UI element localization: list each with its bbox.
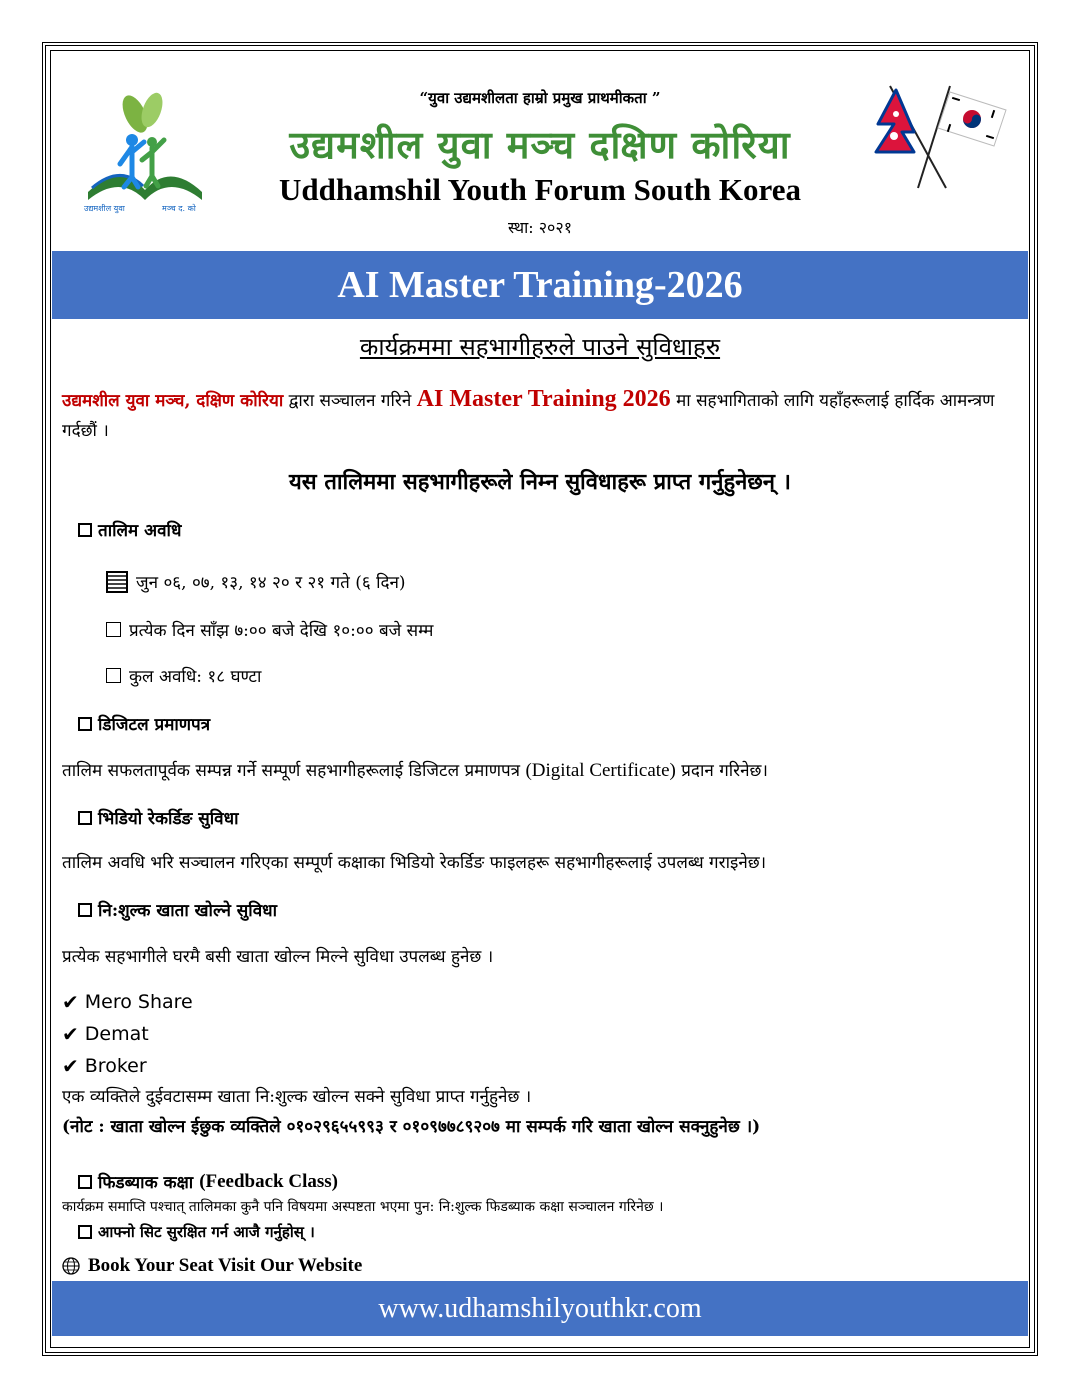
- two-accounts-text: एक व्यक्तिले दुईवटासम्म खाता नि:शुल्क खोल्न सक्ने सुविधा प्राप्त गर्नुहुनेछ ।: [62, 1087, 532, 1107]
- slogan: “युवा उद्यमशीलता हाम्रो प्रमुख प्राथमीकता ”: [419, 89, 661, 107]
- checkbox-icon: [78, 1225, 92, 1239]
- duration-time-item: [106, 618, 433, 641]
- section-duration-title: तालिम अवधि: [98, 521, 182, 541]
- check-icon: ✔: [62, 990, 79, 1014]
- check-icon: ✔: [62, 1022, 79, 1046]
- section-account-title: नि:शुल्क खाता खोल्ने सुविधा: [98, 901, 278, 921]
- logo-text-left: उद्यमशील युवा: [84, 204, 125, 213]
- org-name-english: Uddhamshil Youth Forum South Korea: [279, 172, 801, 207]
- duration-dates: जुन ०६, ०७, १३, १४ २० र २१ गते (६ दिन): [136, 573, 406, 593]
- account-item-mero-share: [62, 990, 193, 1014]
- website-link[interactable]: www.udhamshilyouthkr.com: [378, 1293, 702, 1324]
- certificate-text-en: (Digital Certificate): [525, 760, 676, 781]
- checkbox-icon: [106, 622, 121, 637]
- account-item-label: Demat: [84, 1023, 149, 1045]
- title-banner: [52, 251, 1028, 319]
- section-feedback-heading: [78, 1170, 338, 1193]
- checkbox-icon: [78, 811, 92, 825]
- section-video-title: भिडियो रेकर्डिङ सुविधा: [98, 809, 239, 829]
- account-text: प्रत्येक सहभागीले घरमै बसी खाता खोल्न मिल्ने सुविधा उपलब्ध हुनेछ ।: [62, 947, 494, 967]
- intro-paragraph: [62, 384, 1022, 446]
- intro-text-1: द्वारा सञ्चालन गरिने: [283, 391, 417, 411]
- section-certificate-title: डिजिटल प्रमाणपत्र: [98, 715, 211, 735]
- established-year: स्था: २०२१: [507, 218, 573, 237]
- section-feedback-title-en: (Feedback Class): [199, 1170, 338, 1192]
- page-title: AI Master Training-2026: [337, 264, 743, 306]
- subtitle: कार्यक्रममा सहभागीहरुले पाउने सुविधाहरु: [359, 333, 721, 361]
- account-item-label: Broker: [84, 1055, 147, 1077]
- reserve-seat-heading: [78, 1222, 315, 1242]
- checkbox-icon: [78, 1175, 92, 1189]
- logo-text-right: मञ्च द. को: [162, 204, 196, 213]
- feedback-text: कार्यक्रम समाप्ति पश्चात् तालिमका कुनै पनि विषयमा अस्पष्टता भएमा पुन: नि:शुल्क फिडब्याक कक्षा सञ्चालन गरिनेछ ।: [62, 1199, 664, 1215]
- globe-icon: [62, 1257, 80, 1275]
- intro-program-name: AI Master Training 2026: [416, 386, 671, 412]
- checkbox-icon: [78, 523, 92, 537]
- certificate-text-b: प्रदान गरिनेछ।: [675, 761, 768, 781]
- account-item-broker: [62, 1054, 147, 1078]
- duration-total: कुल अवधि: १८ घण्टा: [129, 667, 262, 687]
- section-certificate-heading: [78, 712, 210, 735]
- intro-text-2: मा सहभागिताको लागि यहाँहरूलाई हार्दिक आमन्त्रण गर्दछौं ।: [62, 391, 995, 441]
- section-video-heading: [78, 806, 239, 829]
- org-name-nepali: उद्यमशील युवा मञ्च दक्षिण कोरिया: [289, 122, 791, 167]
- reserve-seat-text: आफ्नो सिट सुरक्षित गर्न आजै गर्नुहोस् ।: [98, 1223, 315, 1241]
- video-text: तालिम अवधि भरि सञ्चालन गरिएका सम्पूर्ण कक्षाका भिडियो रेकर्डिङ फाइलहरू सहभागीहरूलाई उपलब्ध गराइनेछ।: [62, 853, 767, 873]
- duration-total-item: [106, 664, 261, 687]
- website-banner: [52, 1281, 1028, 1336]
- checkbox-icon: [78, 903, 92, 917]
- check-icon: ✔: [62, 1054, 79, 1078]
- book-seat-line: [62, 1255, 362, 1277]
- checkbox-icon: [78, 717, 92, 731]
- benefits-heading: यस तालिममा सहभागीहरूले निम्न सुविधाहरू प्राप्त गर्नुहुनेछन् ।: [289, 469, 791, 495]
- account-item-label: Mero Share: [84, 991, 193, 1013]
- book-seat-text: Book Your Seat Visit Our Website: [88, 1255, 363, 1276]
- duration-time: प्रत्येक दिन साँझ ७:०० बजे देखि १०:०० बजे सम्म: [129, 621, 434, 641]
- section-account-heading: [78, 898, 277, 921]
- certificate-text-a: तालिम सफलतापूर्वक सम्पन्न गर्ने सम्पूर्ण सहभागीहरूलाई डिजिटल प्रमाणपत्र: [62, 761, 526, 781]
- section-duration-heading: [78, 518, 181, 541]
- page-border-inner: [50, 50, 1030, 1348]
- certificate-text: [62, 758, 1022, 782]
- duration-dates-item: [106, 570, 406, 593]
- checkbox-icon: [106, 668, 121, 683]
- intro-org-name: उद्यमशील युवा मञ्च, दक्षिण कोरिया: [62, 391, 284, 411]
- calendar-icon: [106, 571, 128, 593]
- contact-note: (नोट : खाता खोल्न ईछुक व्यक्तिले ०१०२९६५५९९३ र ०१०९७७८९२०७ मा सम्पर्क गरि खाता खोल्न सक्नुहुनेछ ।): [62, 1117, 761, 1137]
- section-feedback-title: फिडब्याक कक्षा: [98, 1173, 194, 1193]
- account-item-demat: [62, 1022, 149, 1046]
